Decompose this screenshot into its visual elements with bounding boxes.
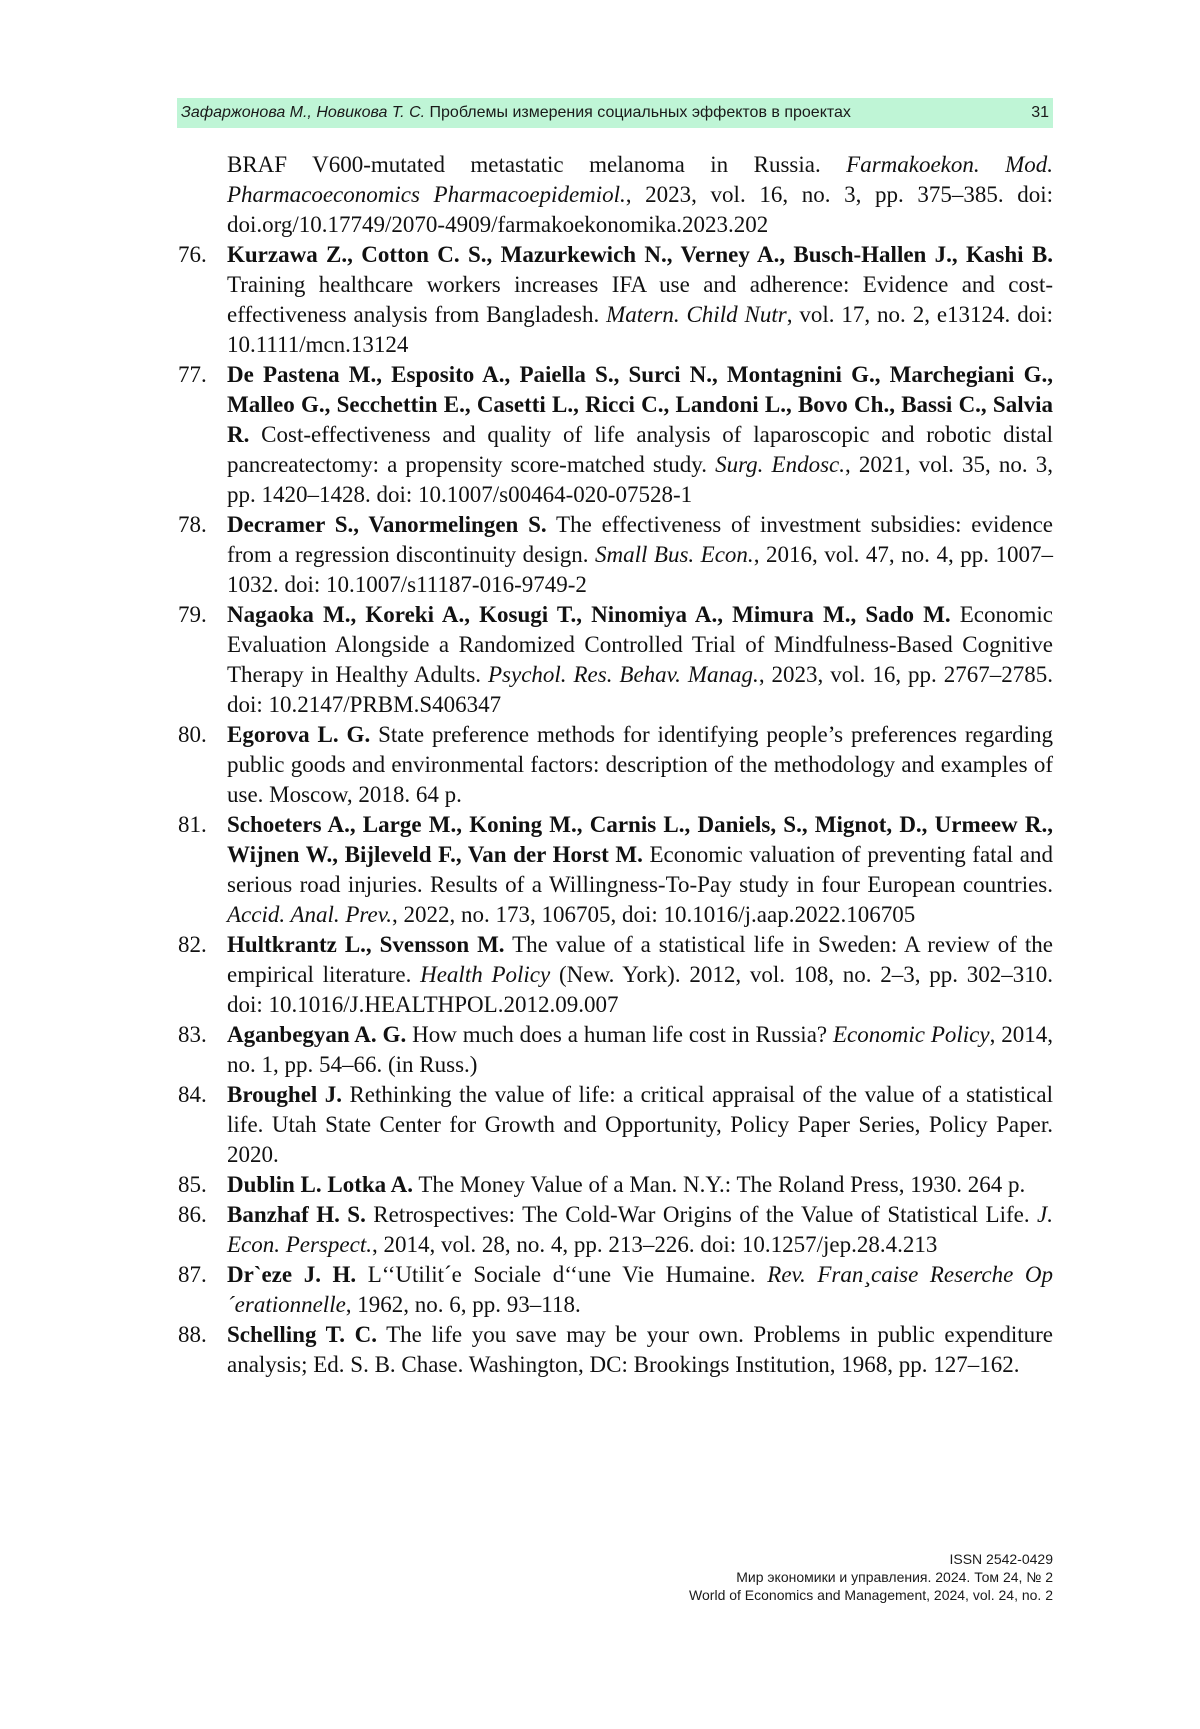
reference-item (168, 930, 1053, 1020)
reference-journal: J. Econ. Perspect. (227, 1202, 1053, 1257)
footer-issn: ISSN 2542-0429 (949, 1551, 1053, 1567)
reference-text: Economic Evaluation Alongside a Randomized Controlled Trial of Mindfulness-Based Cognitive Therapy in Healthy Adults. (227, 602, 1053, 687)
reference-item (168, 1020, 1053, 1080)
reference-list (168, 150, 1053, 1380)
reference-number: 76. (178, 242, 207, 267)
reference-journal: Accid. Anal. Prev. (227, 902, 392, 927)
reference-number (168, 150, 227, 240)
reference-authors: De Pastena M., Esposito A., Paiella S., Surci N., Montagnini G., Marchegiani G., Malleo G., Secchettin E., Casetti L., Ricci C., Landoni L., Bovo Ch., Bassi C., Salvia R. (227, 362, 1053, 447)
reference-body (227, 720, 1053, 810)
reference-item (168, 1170, 1053, 1200)
journal-footer (689, 1550, 1053, 1604)
reference-number: 84. (178, 1082, 207, 1107)
reference-authors: Dr`eze J. H. (227, 1262, 357, 1287)
reference-text: The Money Value of a Man. N.Y.: The Roland Press, 1930. 264 p. (413, 1172, 1026, 1197)
header-left (181, 104, 851, 122)
header-title: Проблемы измерения социальных эффектов в проектах (429, 104, 851, 121)
reference-authors: Broughel J. (227, 1082, 343, 1107)
reference-item (168, 510, 1053, 600)
reference-text: State preference methods for identifying people’s preferences regarding public goods and environmental factors: description of the methodology and examples of use. Moscow, 2018. 64 p. (227, 722, 1053, 807)
reference-body (227, 150, 1053, 240)
reference-tail: , 2016, vol. 47, no. 4, pp. 1007–1032. doi: 10.1007/s11187-016-9749-2 (227, 542, 1053, 597)
reference-journal: Economic Policy (833, 1022, 990, 1047)
reference-journal: Psychol. Res. Behav. Manag. (487, 662, 759, 687)
reference-body (227, 360, 1053, 510)
reference-journal: Health Policy (420, 962, 551, 987)
reference-number: 83. (178, 1022, 207, 1047)
reference-tail: , 2014, no. 1, pp. 54–66. (in Russ.) (227, 1022, 1053, 1077)
reference-body (227, 240, 1053, 360)
reference-authors: Aganbegyan A. G. (227, 1022, 407, 1047)
reference-item (168, 1320, 1053, 1380)
running-header (177, 98, 1053, 128)
reference-body (227, 930, 1053, 1020)
reference-text: The value of a statistical life in Sweden: A review of the empirical literature. (227, 932, 1053, 987)
reference-text: Retrospectives: The Cold-War Origins of the Value of Statistical Life. (365, 1202, 1038, 1227)
page-number: 31 (1031, 104, 1049, 121)
reference-item (168, 810, 1053, 930)
reference-number: 86. (178, 1202, 207, 1227)
reference-authors: Hultkrantz L., Svensson M. (227, 932, 505, 957)
reference-tail: , 2021, vol. 35, no. 3, pp. 1420–1428. doi: 10.1007/s00464-020-07528-1 (227, 452, 1054, 507)
reference-number: 87. (178, 1262, 207, 1287)
reference-authors: Decramer S., Vanormelingen S. (227, 512, 547, 537)
reference-number: 88. (178, 1322, 207, 1347)
reference-body (227, 1200, 1053, 1260)
reference-journal: Farmakoekon. Mod. Pharmacoeconomics Pharmacoepidemiol. (227, 152, 1053, 207)
reference-authors: Kurzawa Z., Cotton C. S., Mazurkewich N., Verney A., Busch-Hallen J., Kashi B. (227, 242, 1053, 267)
reference-text: BRAF V600-mutated metastatic melanoma in Russia. (227, 152, 847, 177)
footer-journal-en: World of Economics and Management, 2024, vol. 24, no. 2 (689, 1587, 1053, 1603)
reference-item (168, 360, 1053, 510)
reference-journal: Small Bus. Econ. (594, 542, 754, 567)
reference-authors: Nagaoka M., Koreki A., Kosugi T., Ninomiya A., Mimura M., Sado M. (227, 602, 951, 627)
reference-body (227, 1260, 1053, 1320)
reference-number: 85. (178, 1172, 207, 1197)
reference-text: Economic valuation of preventing fatal and serious road injuries. Results of a Willingness-To-Pay study in four European countries. (227, 842, 1053, 897)
reference-tail: , 2022, no. 173, 106705, doi: 10.1016/j.aap.2022.106705 (392, 902, 916, 927)
reference-text: L‘‘Utilit´e Sociale d‘‘une Vie Humaine. (356, 1262, 768, 1287)
reference-number: 77. (178, 362, 207, 387)
reference-body (227, 510, 1053, 600)
reference-text: Rethinking the value of life: a critical appraisal of the value of a statistical life. Utah State Center for Growth and Opportunity, Policy Paper Series, Policy Paper. 2020. (227, 1082, 1053, 1167)
reference-body (227, 600, 1053, 720)
reference-tail: , 1962, no. 6, pp. 93–118. (345, 1292, 581, 1317)
reference-tail: , 2023, vol. 16, no. 3, pp. 375–385. doi: doi.org/10.17749/2070-4909/farmakoekonomika.2023.202 (227, 182, 1053, 237)
reference-tail: (New. York). 2012, vol. 108, no. 2–3, pp. 302–310. doi: 10.1016/J.HEALTHPOL.2012.09.007 (227, 962, 1053, 1017)
reference-text: The effectiveness of investment subsidies: evidence from a regression discontinuity design. (227, 512, 1053, 567)
footer-journal-ru: Мир экономики и управления. 2024. Том 24, № 2 (736, 1569, 1053, 1585)
reference-text: Cost-effectiveness and quality of life analysis of laparoscopic and robotic distal pancreatectomy: a propensity score-matched study. (227, 422, 1053, 477)
reference-number: 78. (178, 512, 207, 537)
reference-body (227, 1320, 1053, 1380)
header-authors: Зафаржонова М., Новикова Т. С. (181, 104, 426, 121)
reference-number: 80. (178, 722, 207, 747)
reference-item (168, 600, 1053, 720)
reference-text: Training healthcare workers increases IFA use and adherence: Evidence and cost-effectiveness analysis from Bangladesh. (227, 272, 1053, 327)
reference-tail: , 2014, vol. 28, no. 4, pp. 213–226. doi: 10.1257/jep.28.4.213 (371, 1232, 938, 1257)
reference-item (168, 720, 1053, 810)
reference-authors: Schelling T. C. (227, 1322, 377, 1347)
reference-body (227, 810, 1053, 930)
reference-body (227, 1170, 1053, 1200)
reference-number: 81. (178, 812, 207, 837)
reference-journal: Matern. Child Nutr (606, 302, 787, 327)
reference-text: The life you save may be your own. Problems in public expenditure analysis; Ed. S. B. Chase. Washington, DC: Brookings Institution, 1968, pp. 127–162. (227, 1322, 1053, 1377)
reference-body (227, 1020, 1053, 1080)
reference-item (168, 1260, 1053, 1320)
reference-authors: Banzhaf H. S. (227, 1202, 366, 1227)
reference-body (227, 1080, 1053, 1170)
reference-number: 79. (178, 602, 207, 627)
reference-item (168, 150, 1053, 240)
reference-authors: Dublin L. Lotka A. (227, 1172, 413, 1197)
reference-item (168, 1200, 1053, 1260)
reference-text: How much does a human life cost in Russia? (406, 1022, 833, 1047)
reference-tail: , 2023, vol. 16, pp. 2767–2785. doi: 10.2147/PRBM.S406347 (227, 662, 1054, 717)
reference-number: 82. (178, 932, 207, 957)
reference-authors: Egorova L. G. (227, 722, 371, 747)
reference-journal: Rev. Fran¸caise Reserche Op´erationnelle (227, 1262, 1054, 1317)
reference-tail: , vol. 17, no. 2, e13124. doi: 10.1111/mcn.13124 (227, 302, 1053, 357)
reference-authors: Schoeters A., Large M., Koning M., Carnis L., Daniels, S., Mignot, D., Urmeew R., Wijnen W., Bijleveld F., Van der Horst M. (227, 812, 1053, 867)
reference-item (168, 1080, 1053, 1170)
reference-item (168, 240, 1053, 360)
reference-journal: Surg. Endosc. (715, 452, 846, 477)
